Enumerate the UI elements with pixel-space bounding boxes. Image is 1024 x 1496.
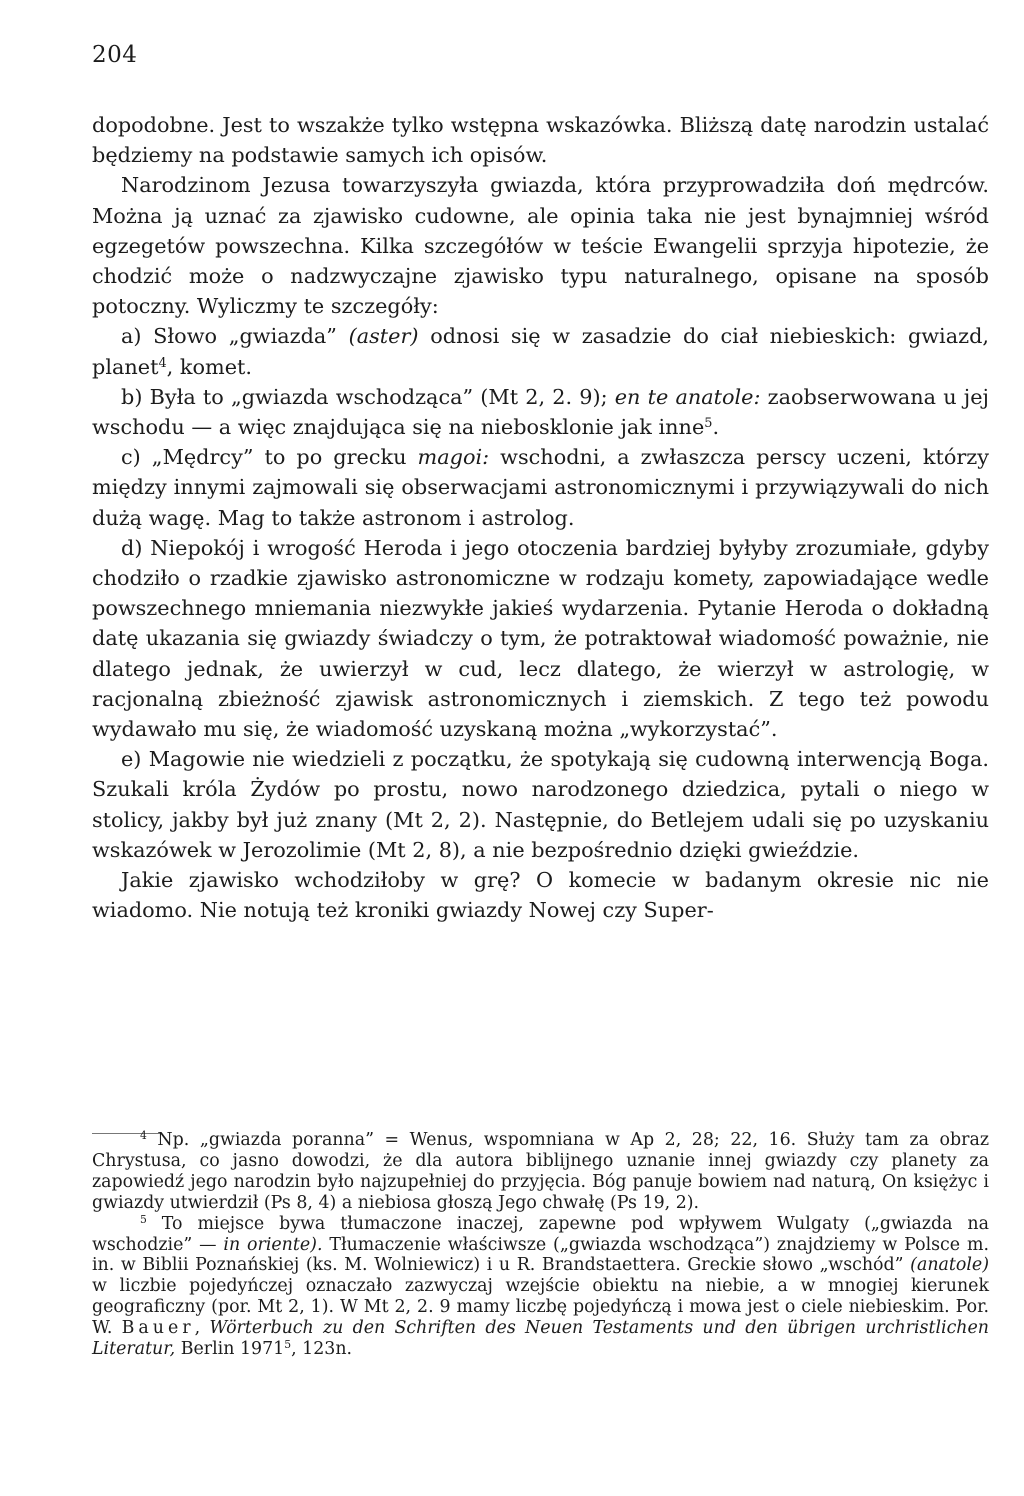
text-run: c) „Mędrcy” to po grecku: [121, 445, 418, 470]
footnotes: [92, 1130, 989, 1360]
text-run: w liczbie pojedyńczej oznaczało zazwyczaj wzejście obiektu na niebie, a w mnogiej kierunek geograficzny (por. Mt 2, 1). W Mt 2, 2. 9 mamy liczbę pojedyńczą i mowa jest o ciele niebieskim. Por. W.: [92, 1276, 989, 1339]
italic-text: in oriente).: [223, 1234, 323, 1255]
text-run: Narodzinom Jezusa towarzyszyła gwiazda, która przyprowadziła doń mędrców. Można ją uznać za zjawisko cudowne, ale opinia taka nie jest bynajmniej wśród egzegetów powszechna. Kilka szczegółów w teście Ewangelii sprzyja hipotezie, że chodzić może o nadzwyczajne zjawisko typu naturalnego, opisane na sposób potoczny. Wyliczmy te szczegóły:: [92, 173, 989, 319]
footnote-marker: 4: [140, 1129, 147, 1143]
text-run: Tłumaczenie właściwsze („gwiazda wschodząca”) znajdziemy w Polsce m. in. w Biblii Poznańskiej (ks. M. Wolniewicz) i u R. Brandstaettera. Greckie słowo „wschód”: [92, 1234, 989, 1276]
page-number: 204: [92, 42, 138, 68]
text-run: To miejsce bywa tłumaczone inaczej, zapewne pod wpływem Wulgaty („gwiazda na wschodzie” —: [92, 1213, 989, 1255]
text-run: Np. „gwiazda poranna” = Wenus, wspomniana w Ap 2, 28; 22, 16. Służy tam za obraz Chrystusa, co jasno dowodzi, że dla autora biblijnego uznanie innej gwiazdy czy planety za zapowiedź jego narodzin było najzupełniej do przyjęcia. Bóg panuje bowiem nad naturą, On księżyc i gwiazdy utwierdził (Ps 8, 4) a niebiosa głoszą Jego chwałę (Ps 19, 2).: [92, 1130, 989, 1213]
paragraph: [92, 110, 989, 170]
italic-text: magoi:: [417, 445, 490, 470]
text-run: odnosi się w zasadzie do ciał niebieskich: gwiazd, planet: [92, 324, 989, 379]
paragraph-list-item-c: [92, 442, 989, 533]
italic-text: (anatole): [910, 1255, 989, 1276]
footnote-marker: 5: [140, 1212, 147, 1226]
paragraph-list-item-e: [92, 744, 989, 865]
text-run: , komet.: [166, 354, 252, 379]
footnote-4: [92, 1130, 989, 1214]
footnote-marker: 5: [704, 415, 713, 431]
text-run: a) Słowo „gwiazda”: [121, 324, 349, 349]
text-run: Jakie zjawisko wchodziłoby w grę? O komecie w badanym okresie nic nie wiadomo. Nie notują też kroniki gwiazdy Nowej czy Super-: [92, 868, 989, 923]
footnote-marker: 4: [158, 355, 167, 371]
text-run: ,: [194, 1318, 210, 1339]
text-run: wschodni, a zwłaszcza perscy uczeni, którzy między innymi zajmowali się obserwacjami astronomicznymi i przywiązywali do nich dużą wagę. Mag to także astronom i astrolog.: [92, 445, 989, 530]
paragraph: [92, 170, 989, 321]
text-run: .: [712, 415, 720, 440]
spaced-author-name: Bauer: [121, 1318, 195, 1339]
text-run: b) Była to „gwiazda wschodząca” (Mt 2, 2. 9);: [121, 384, 615, 409]
main-text: [92, 110, 989, 925]
paragraph: [92, 865, 989, 925]
paragraph-list-item-d: [92, 533, 989, 744]
footnote-5: [92, 1214, 989, 1360]
paragraph-list-item-a: [92, 321, 989, 381]
text-run: d) Niepokój i wrogość Heroda i jego otoczenia bardziej byłyby zrozumiałe, gdyby chodziło o rzadkie zjawisko astronomiczne w rodzaju komety, zapowiadające wedle powszechnego mniemania niezwykłe jakieś wydarzenia. Pytanie Heroda o dokładną datę ukazania się gwiazdy świadczy o tym, że potraktował wiadomość poważnie, nie dlatego jednak, że uwierzył w cud, lecz dlatego, że wierzył w astrologię, w racjonalną zbieżność zjawisk astronomicznych i ziemskich. Z tego też powodu wydawało mu się, że wiadomość uzyskaną można „wykorzystać”.: [92, 535, 989, 742]
text-run: , 123n.: [291, 1339, 353, 1360]
text-run: dopodobne. Jest to wszakże tylko wstępna wskazówka. Bliższą datę narodzin ustalać będziemy na podstawie samych ich opisów.: [92, 113, 989, 168]
italic-text: (aster): [348, 324, 419, 349]
text-run: e) Magowie nie wiedzieli z początku, że spotykają się cudowną interwencją Boga. Szukali króla Żydów po prostu, nowo narodzonego dziedzica, pytali o niego w stolicy, jakby był już znany (Mt 2, 2). Następnie, do Betlejem udali się po uzyskaniu wskazówek w Jerozolimie (Mt 2, 8), a nie bezpośrednio dzięki gwieździe.: [92, 747, 989, 862]
text-run: zaobserwowana u jej wschodu — a więc znajdująca się na niebosklonie jak inne: [92, 384, 989, 440]
text-run: Berlin 1971: [175, 1339, 285, 1360]
paragraph-list-item-b: [92, 382, 989, 442]
italic-text: Wörterbuch zu den Schriften des Neuen Testaments und den übrigen urchristlichen Literatur,: [92, 1318, 990, 1360]
italic-text: en te anatole:: [614, 384, 761, 409]
footnote-marker: 5: [284, 1338, 292, 1352]
